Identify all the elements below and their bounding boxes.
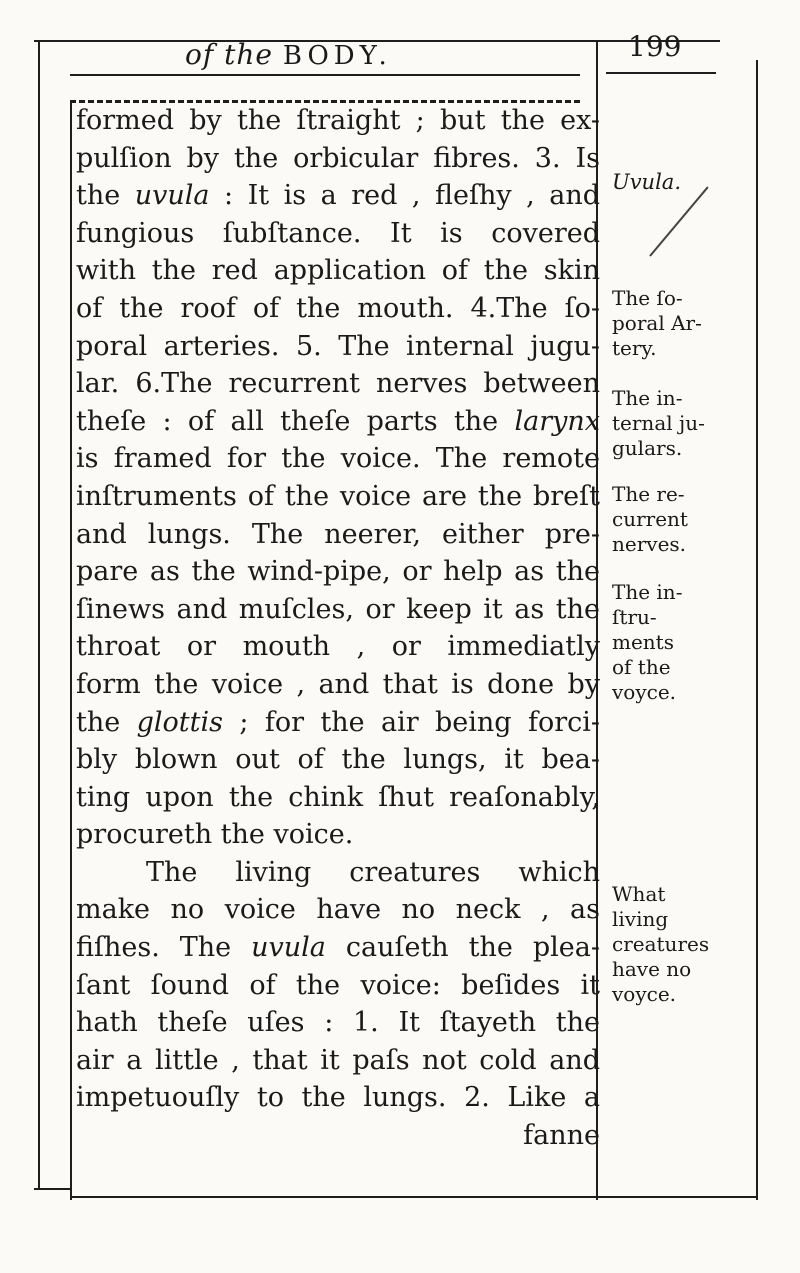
text-line: ſant ſound of the voice: beſides it [76, 969, 600, 1001]
margin-note-line: voyce. [612, 680, 677, 704]
latin-term: larynx [514, 405, 600, 437]
page-number: 199 [628, 30, 682, 63]
margin-note-line: creatures [612, 932, 710, 956]
text-line: the uvula : It is a red , fleſhy , and [76, 180, 600, 212]
paragraph-start-line: The living creatures which [146, 856, 600, 888]
margin-note-instruments-of-voice [612, 580, 752, 705]
left-outer-rule [38, 40, 40, 1190]
text-line: lar. 6.The recurrent nerves between [76, 368, 600, 400]
margin-note-line: Uvula. [612, 170, 681, 194]
text-line: impetuouſly to the lungs. 2. Like a [76, 1082, 600, 1114]
margin-note-line: What [612, 882, 666, 906]
text-line: poral arteries. 5. The internal jugu- [76, 330, 600, 362]
text-line: and lungs. The neerer, either pre- [76, 518, 600, 550]
margin-note-line: current [612, 507, 688, 531]
margin-note-line: The ſo- [612, 286, 683, 310]
running-head-prefix: of the [185, 38, 273, 71]
text-line: form the voice , and that is done by [76, 668, 600, 700]
margin-note-uvula [612, 170, 752, 195]
latin-term: glottis [136, 706, 223, 738]
text-line: with the red application of the skin [76, 255, 600, 287]
text-line: the glottis ; for the air being forci- [76, 706, 600, 738]
text-line: hath theſe uſes : 1. It ſtayeth the [76, 1007, 600, 1039]
running-head [185, 38, 485, 78]
margin-note-line: voyce. [612, 982, 677, 1006]
text-line: fungious ſubſtance. It is covered [76, 217, 600, 249]
text-line: bly blown out of the lungs, it bea- [76, 744, 600, 776]
text-line: ting upon the chink ſhut reaſonably, [76, 781, 600, 813]
text-line: pare as the wind-pipe, or help as the [76, 556, 600, 588]
body-text [76, 102, 600, 1155]
margin-note-line: living [612, 907, 669, 931]
margin-note-living-creatures [612, 882, 752, 1007]
text-line: inſtruments of the voice are the breſt [76, 480, 600, 512]
text-line: ſinews and muſcles, or keep it as the [76, 593, 600, 625]
margin-note-recurrent-nerves [612, 482, 752, 557]
bottom-rule [70, 1196, 758, 1198]
text-line: is framed for the voice. The remote [76, 443, 600, 475]
margin-note-line: ſtru- [612, 605, 657, 629]
latin-term: uvula [134, 180, 210, 212]
left-inner-rule [70, 100, 72, 1200]
text-line: procureth the voice. [76, 819, 354, 851]
margin-note-line: poral Ar- [612, 311, 702, 335]
text-line: formed by the ſtraight ; but the ex- [76, 105, 600, 136]
catchword: fanne [523, 1120, 600, 1152]
margin-pen-stroke [649, 186, 708, 256]
text-line: of the roof of the mouth. 4.The ſo- [76, 292, 600, 324]
margin-note-line: ternal ju- [612, 411, 705, 435]
margin-note-internal-jugulars [612, 386, 752, 461]
text-line: throat or mouth , or immediatly [76, 631, 600, 663]
text-line: pulſion by the orbicular fibres. 3. Is [76, 142, 600, 174]
right-rule [756, 60, 758, 1200]
margin-note-line: The in- [612, 580, 683, 604]
margin-note-line: have no [612, 957, 692, 981]
margin-note-line: tery. [612, 336, 657, 360]
bottom-left-rule [34, 1188, 72, 1190]
text-line: fiſhes. The uvula cauſeth the plea- [76, 932, 600, 964]
margin-note-line: gulars. [612, 436, 683, 460]
text-line: air a little , that it paſs not cold and [76, 1044, 600, 1076]
text-line: make no voice have no neck , as [76, 894, 600, 926]
margin-note-line: The re- [612, 482, 685, 506]
running-head-title: BODY. [282, 41, 392, 71]
latin-term: uvula [251, 932, 326, 964]
margin-note-line: The in- [612, 386, 683, 410]
page-number-rule [606, 72, 716, 74]
text-line: theſe : of all theſe parts the larynx [76, 405, 600, 437]
margin-note-soporal-artery [612, 286, 752, 361]
margin-note-line: nerves. [612, 532, 687, 556]
margin-note-line: ments [612, 630, 674, 654]
margin-note-line: of the [612, 655, 671, 679]
